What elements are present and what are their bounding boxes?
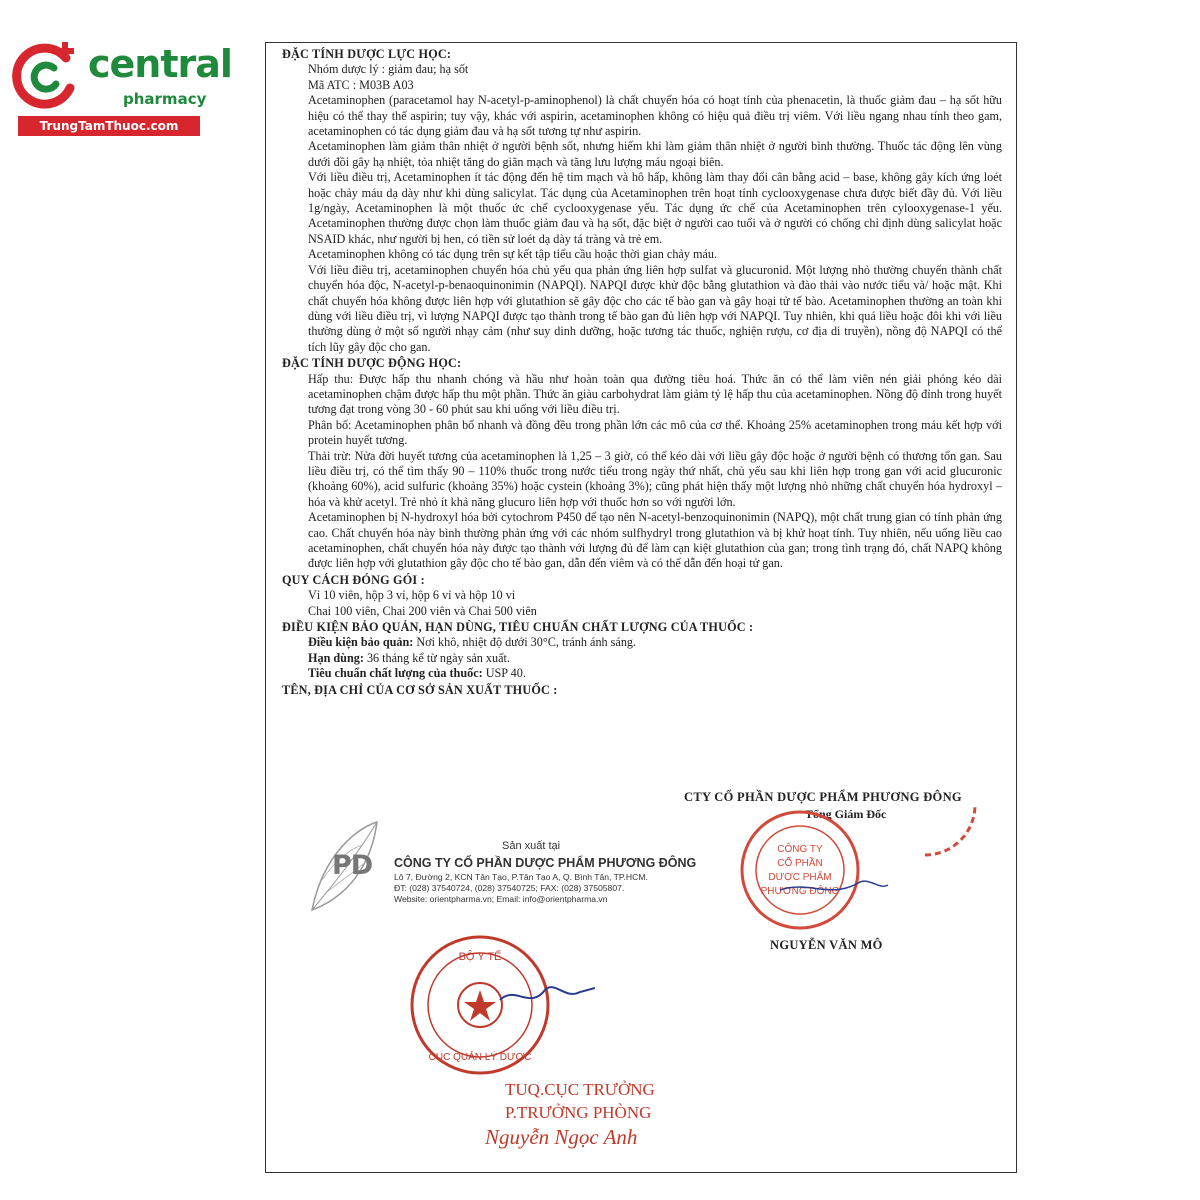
manufacturer-phone: ĐT: (028) 37540724, (028) 37540725; FAX: (028) 37505807. [394,883,625,893]
pharmacy-logo [8,36,238,136]
quality-item [308,666,1002,681]
ministry-stamp-icon [405,930,595,1080]
svg-text:DƯỢC PHẨM: DƯỢC PHẨM [768,872,832,883]
svg-text:BỘ Y TẾ: BỘ Y TẾ [458,951,502,963]
pd-p2: Acetaminophen (paracetamol hay N-acetyl-p-aminophenol) là chất chuyển hóa có hoạt tính của phenacetin, là thuốc giảm đau – hạ sốt hữu hiệu có thể thay thế aspirin; tuy vậy, khác với aspirin, acetaminophen không có hiệu quả điều trị viêm. Với liều ngang nhau tính theo gam, acetaminophen có tác dụng giảm đau và hạ sốt tương tự như aspirin. [308,93,1002,139]
pd-p5: Acetaminophen không có tác dụng trên sự kết tập tiểu cầu hoặc thời gian chảy máu. [308,247,718,262]
logo-url: TrungTamThuoc.com [18,116,200,136]
svg-text:CÔNG TY: CÔNG TY [777,844,823,855]
pk-p2: Thải trừ: Nửa đời huyết tương của acetaminophen là 1,25 – 3 giờ, có thể kéo dài với liều gây độc hoặc ở người bệnh có thương tổn gan. Sau liều điều trị, có thể tìm thấy 90 – 110% thuốc trong nước tiểu trong ngày thứ nhất, chủ yếu sau khi liên hợp trong gan với acid glucuronic (khoảng 60%), acid sulfuric (khoảng 35%) hoặc cystein (khoảng 3%); cũng phát hiện thấy một lượng nhỏ những chất chuyển hóa hydroxyl – hóa và khử acetyl. Trẻ nhỏ ít khả năng glucuro liên hợp với thuốc hơn so với người lớn. [308,448,1002,509]
logo-mark-icon [8,36,88,116]
shelf-life-item [308,651,1002,666]
made-at: Sản xuất tại [502,840,561,852]
pack-p1: Chai 100 viên, Chai 200 viên và Chai 500 viên [308,603,537,618]
storage-value: Nơi khô, nhiệt độ dưới 30°C, tránh ánh sáng. [416,635,637,650]
pd-logo-text: PD [332,850,373,881]
pk-p1: Phân bố: Acetaminophen phân bố nhanh và đồng đều trong phần lớn các mô của cơ thể. Khoảng 25% acetaminophen trong máu kết hợp với protein huyết tương. [308,417,1002,448]
delegate-title: TUQ.CỤC TRƯỞNG [505,1080,655,1099]
heading-pharmacokinetics: ĐẶC TÍNH DƯỢC ĐỘNG HỌC: [282,356,462,371]
partial-stamp-icon [920,800,980,860]
logo-name: central [88,42,232,86]
pd-p1: Mã ATC : M03B A03 [308,77,414,92]
pk-p0: Hấp thu: Được hấp thu nhanh chóng và hầu như hoàn toàn qua đường tiêu hoá. Thức ăn có thể làm viên nén giải phóng kéo dài acetaminophen chậm được hấp thu một phần. Thức ăn giàu carbohydrat làm giảm tỷ lệ hấp thu của acetaminophen. Nồng độ đỉnh trong huyết tương đạt trong vòng 30 - 60 phút sau khi uống với liều điều trị. [308,371,1002,417]
manufacturer-website: Website: orientpharma.vn; Email: info@orientpharma.vn [394,894,608,904]
svg-text:CỤC QUẢN LÝ DƯỢC: CỤC QUẢN LÝ DƯỢC [428,1052,532,1063]
pd-p3: Acetaminophen làm giảm thân nhiệt ở người bệnh sốt, nhưng hiếm khi làm giảm thân nhiệt ở người bình thường. Thuốc tác động lên vùng dưới đồi gây hạ nhiệt, tỏa nhiệt tăng do giãn mạch và tăng lưu lượng máu ngoại biên. [308,139,1002,169]
heading-storage: ĐIỀU KIỆN BẢO QUẢN, HẠN DÙNG, TIÊU CHUẨN CHẤT LƯỢNG CỦA THUỐC : [282,620,754,635]
document-content [282,46,1002,698]
shelf-life-value: 36 tháng kể từ ngày sản xuất. [366,650,510,665]
manufacturer-company: CÔNG TY CỔ PHẦN DƯỢC PHẨM PHƯƠNG ĐÔNG [394,856,697,870]
quality-label: Tiêu chuẩn chất lượng của thuốc: [308,666,483,681]
manufacturer-block [302,820,697,930]
logo-sub: pharmacy [123,90,207,108]
shelf-life-label: Hạn dùng: [308,650,364,665]
pd-p4: Với liều điều trị, Acetaminophen ít tác động đến hệ tim mạch và hô hấp, không làm thay đổi cân bằng acid – base, không gây kích ứng loét hoặc chảy máu dạ dày như khi dùng salicylat. Tác dụng của Acetaminophen trên hoạt tính cyclooxygenase chưa được biết đầy đủ. Với liều 1g/ngày, Acetaminophen là một thuốc ức chế cyclooxygenase yếu. Tác dụng ức chế của Acetaminophen trên cylooxygenase-1 yếu. Acetaminophen thường được chọn làm thuốc giảm đau và hạ sốt, đặc biệt ở người cao tuổi và ở người có chống chỉ định dùng salicylat hoặc NSAID khác, như người bị hen, có tiền sử loét dạ dày tá tràng và trẻ em. [308,170,1002,246]
svg-text:CỔ PHẦN: CỔ PHẦN [777,858,823,869]
storage-item [308,635,1002,650]
company-stamp-icon [720,810,890,940]
quality-value: USP 40. [485,666,526,681]
pk-p3: Acetaminophen bị N-hydroxyl hóa bởi cytochrom P450 để tạo nên N-acetyl-benzoquinonimin (NAPQ), một chất trung gian có tính phản ứng cao. Chất chuyển hóa này bình thường phản ứng với các nhóm sulfhydryl trong glutathion và bị khử hoạt tính. Tuy nhiên, nếu uống liều cao acetaminophen, chất chuyển hóa này được tạo thành với lượng đủ để làm cạn kiệt glutathion của gan; trong tình trạng đó, chất NAPQ không được liên hợp với glutathion gây độc cho tế bào gan, dẫn đến viêm và có thể dẫn đến hoại tử gan. [308,510,1002,571]
heading-pharmacodynamics: ĐẶC TÍNH DƯỢC LỰC HỌC: [282,47,452,61]
heading-manufacturer: TÊN, ĐỊA CHỈ CỦA CƠ SỞ SẢN XUẤT THUỐC : [282,682,558,697]
dept-title: P.TRƯỞNG PHÒNG [505,1103,652,1122]
pd-p0: Nhóm dược lý : giảm đau; hạ sốt [308,62,469,77]
svg-text:PHƯƠNG ĐÔNG: PHƯƠNG ĐÔNG [760,886,840,897]
signature-title: Tổng Giám Đốc [805,807,887,821]
manufacturer-address: Lô 7, Đường 2, KCN Tân Tạo, P.Tân Tạo A, Q. Bình Tân, TP.HCM. [394,872,648,882]
pd-p6: Với liều điều trị, acetaminophen chuyển hóa chủ yếu qua phản ứng liên hợp sulfat và glucuronid. Một lượng nhỏ thường chuyển thành chất chuyển hóa độc, N-acetyl-p-benaoquinonimin (NAPQI). NAPQI được khử độc bằng glutathion và đào thải vào nước tiểu và/ hoặc mật. Khi chất chuyển hóa không được liên hợp với glutathion sẽ gây độc cho các tế bào gan và gây hoại tử tế bào. Acetaminophen thường an toàn khi dùng với liều điều trị, vì lượng NAPQI được tạo thành trong tế bào gan đủ liên hợp với NAPQI. Tuy nhiên, khi quá liều hoặc đôi khi với liều thường dùng ở một số người nhạy cảm (như suy dinh dưỡng, hoặc tương tác thuốc, nghiện rượu, cơ địa di truyền), nồng độ NAPQI có thể tích lũy gây độc cho gan. [308,262,1002,354]
bottom-signer-name: Nguyễn Ngọc Anh [485,1125,638,1149]
heading-packaging: QUY CÁCH ĐÓNG GÓI : [282,572,425,587]
pack-p0: Vỉ 10 viên, hộp 3 vỉ, hộp 6 vỉ và hộp 10 vỉ [308,588,516,603]
signature-company: CTY CỔ PHẦN DƯỢC PHẨM PHƯƠNG ĐÔNG [684,790,962,804]
storage-label: Điều kiện bảo quản: [308,635,414,650]
signer-name: NGUYỄN VĂN MÔ [770,938,883,952]
